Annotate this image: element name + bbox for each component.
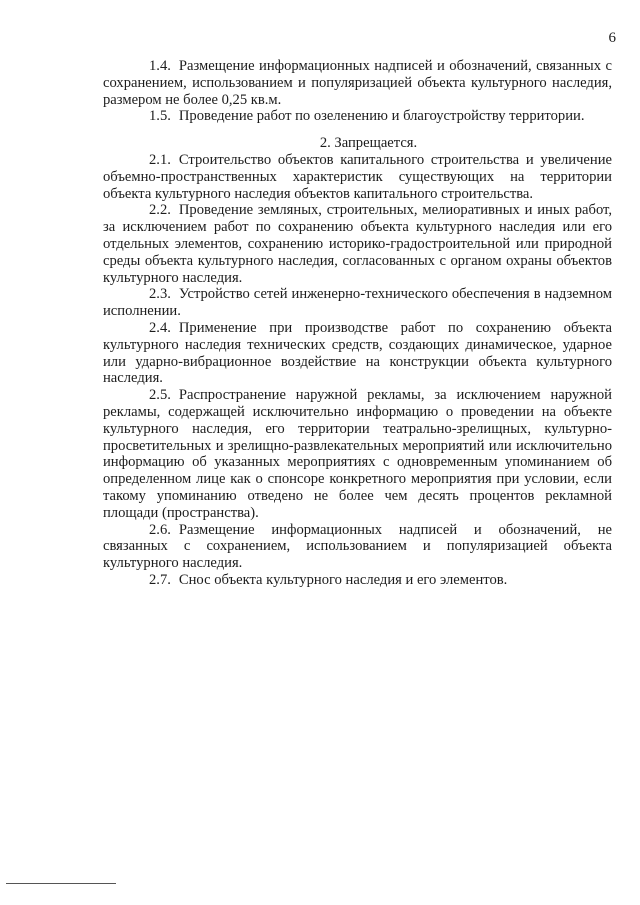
item-number: 2.4.	[149, 319, 171, 336]
section-heading: 2. Запрещается.	[319, 135, 418, 152]
item-number: 2.2.	[149, 202, 171, 219]
section-gap	[103, 125, 612, 135]
item-number: 2.7.	[149, 571, 171, 588]
item-text: Применение при производстве работ по сохранению объекта культурного наследия технических средств, создающих динамическое, ударное или ударно-вибрационное воздействие на конструкции объекта культурного наследия.	[103, 319, 612, 387]
item-2-7	[103, 572, 612, 589]
item-text: Строительство объектов капитального строительства и увеличение объемно-пространственных характеристик существующих на территории объекта культурного наследия объектов капитального строительства.	[103, 151, 612, 202]
item-text: Снос объекта культурного наследия и его элементов.	[178, 571, 508, 588]
item-number: 2.6.	[149, 521, 171, 538]
item-text: Размещение информационных надписей и обозначений, не связанных с сохранением, использованием и популяризацией объекта культурного наследия.	[103, 521, 612, 572]
item-text: Проведение работ по озеленению и благоустройству территории.	[178, 108, 585, 125]
item-number: 1.4.	[149, 58, 171, 74]
item-2-5	[103, 387, 612, 521]
item-1-5	[103, 108, 612, 125]
item-1-4	[103, 58, 612, 108]
page-number: 6	[608, 30, 616, 46]
item-number: 2.5.	[149, 387, 171, 404]
item-2-1	[103, 152, 612, 202]
item-number: 2.1.	[149, 151, 171, 168]
item-2-2	[103, 202, 612, 286]
item-number: 1.5.	[149, 108, 171, 125]
item-2-6	[103, 522, 612, 572]
item-2-3	[103, 286, 612, 320]
document-body	[103, 58, 612, 589]
item-text: Распространение наружной рекламы, за исключением наружной рекламы, содержащей исключительно информацию о проведении на объекте культурного наследия, его территории театрально-зрелищных, культурно-просветительных и зрелищно-развлекательных мероприятий или исключительно информацию об указанных мероприятиях с одновременным упоминанием об определенном лице как о спонсоре конкретного мероприятия при условии, если такому упоминанию отведено не более чем десять процентов рекламной площади (пространства).	[103, 387, 612, 521]
item-text: Проведение земляных, строительных, мелиоративных и иных работ, за исключением работ по сохранению объекта культурного наследия или его отдельных элементов, сохранению историко-градостроительной или природной среды объекта культурного наследия, согласованных с органом охраны объектов культурного наследия.	[103, 202, 612, 286]
footer-rule	[6, 883, 116, 884]
item-2-4	[103, 320, 612, 387]
item-number: 2.3.	[149, 286, 171, 303]
item-text: Размещение информационных надписей и обозначений, связанных с сохранением, использованием и популяризацией объекта культурного наследия, размером не более 0,25 кв.м.	[103, 58, 612, 108]
item-text: Устройство сетей инженерно-технического обеспечения в надземном исполнении.	[103, 286, 612, 320]
